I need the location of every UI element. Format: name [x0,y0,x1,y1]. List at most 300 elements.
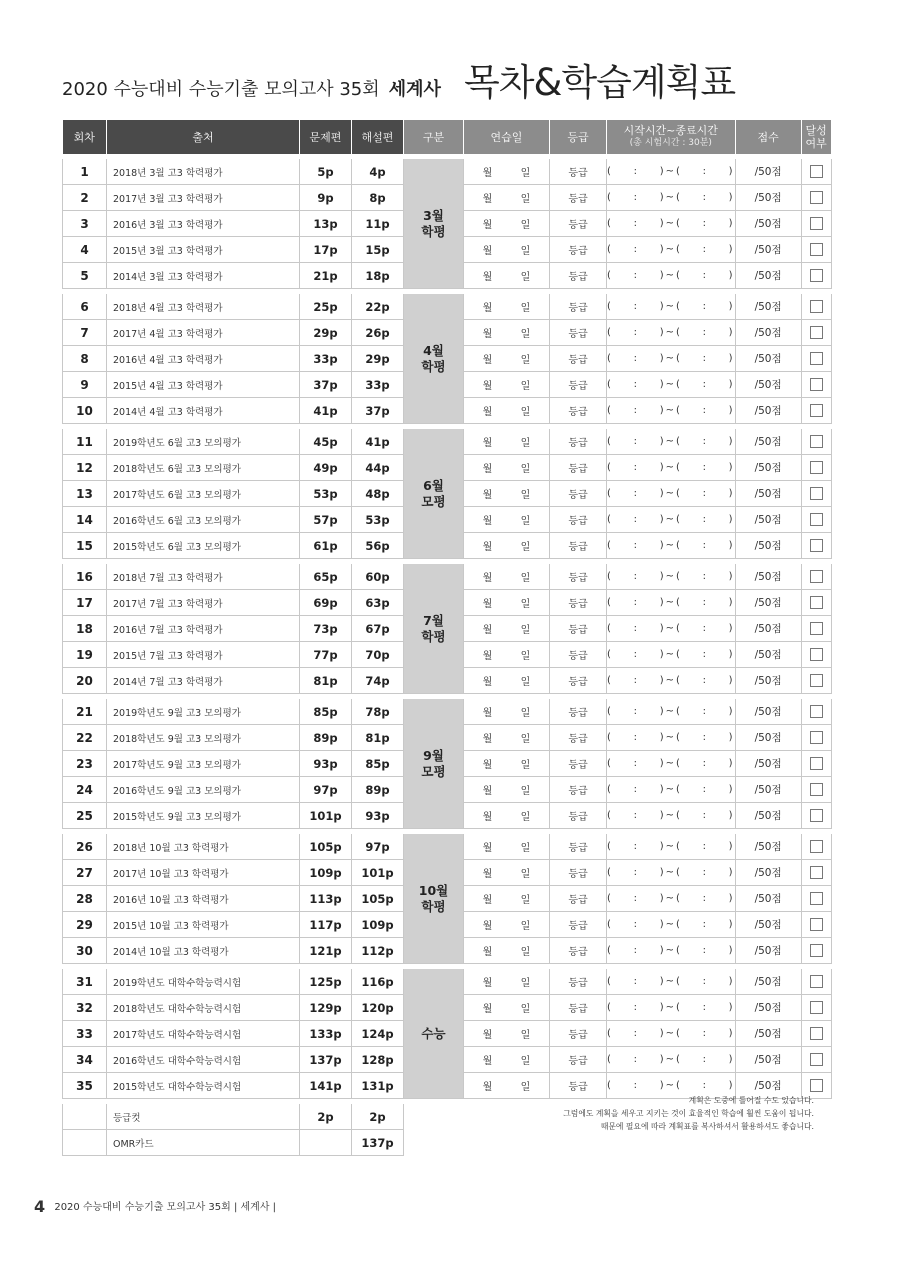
grade-field[interactable]: 등급 [550,590,607,616]
grade-field[interactable]: 등급 [550,969,607,995]
achieve-cell [801,834,831,860]
month-label: 월 [482,1004,493,1015]
table-row [63,834,832,860]
row-problem-page: 77p [300,642,352,668]
grade-field[interactable]: 등급 [550,533,607,559]
day-label: 일 [520,464,531,475]
row-no: 30 [63,938,107,964]
score-field[interactable]: /50점 [735,294,801,320]
row-no: 21 [63,699,107,725]
practice-date-field[interactable] [464,263,550,289]
row-problem-page: 61p [300,533,352,559]
table-row [63,294,832,320]
grade-field[interactable]: 등급 [550,912,607,938]
grade-field[interactable]: 등급 [550,803,607,829]
row-source: 2017년 10월 고3 학력평가 [107,860,300,886]
month-label: 월 [482,895,493,906]
row-source: 2017학년도 대학수학능력시험 [107,1021,300,1047]
grade-field[interactable]: 등급 [550,320,607,346]
time-field[interactable]: ( : )~( : ) [607,938,736,964]
time-field[interactable]: ( : )~( : ) [607,642,736,668]
achieve-checkbox[interactable] [810,243,823,256]
extra-answer-page: 137p [352,1130,404,1156]
achieve-cell [801,725,831,751]
score-field[interactable]: /50점 [735,938,801,964]
row-no: 13 [63,481,107,507]
achieve-cell [801,481,831,507]
practice-date-field[interactable] [464,725,550,751]
practice-date-field[interactable] [464,938,550,964]
practice-date-field[interactable] [464,642,550,668]
score-field[interactable]: /50점 [735,834,801,860]
achieve-checkbox[interactable] [810,326,823,339]
header-no: 회차 [63,120,107,154]
grade-field[interactable]: 등급 [550,777,607,803]
achieve-cell [801,455,831,481]
time-field[interactable]: ( : )~( : ) [607,211,736,237]
page-number: 4 [34,1197,46,1216]
achieve-checkbox[interactable] [810,165,823,178]
achieve-cell [801,372,831,398]
practice-date-field[interactable] [464,159,550,185]
row-source: 2017년 7월 고3 학력평가 [107,590,300,616]
row-problem-page: 97p [300,777,352,803]
row-problem-page: 69p [300,590,352,616]
row-source: 2018학년도 6월 고3 모의평가 [107,455,300,481]
grade-field[interactable]: 등급 [550,834,607,860]
day-label: 일 [520,220,531,231]
achieve-cell [801,860,831,886]
row-problem-page: 29p [300,320,352,346]
time-field[interactable]: ( : )~( : ) [607,886,736,912]
score-field[interactable]: /50점 [735,642,801,668]
practice-date-field[interactable] [464,777,550,803]
grade-field[interactable]: 등급 [550,642,607,668]
score-field[interactable]: /50점 [735,507,801,533]
row-problem-page: 45p [300,429,352,455]
practice-date-field[interactable] [464,751,550,777]
practice-date-field[interactable] [464,668,550,694]
day-label: 일 [520,329,531,340]
grade-field[interactable]: 등급 [550,938,607,964]
row-source: 2017년 4월 고3 학력평가 [107,320,300,346]
achieve-checkbox[interactable] [810,596,823,609]
title-main: 목차&학습계획표 [464,61,736,104]
achieve-checkbox[interactable] [810,648,823,661]
month-label: 월 [482,1030,493,1041]
achieve-checkbox[interactable] [810,300,823,313]
practice-date-field[interactable] [464,803,550,829]
day-label: 일 [520,978,531,989]
row-problem-page: 117p [300,912,352,938]
row-problem-page: 81p [300,668,352,694]
time-field[interactable]: ( : )~( : ) [607,372,736,398]
score-field[interactable]: /50점 [735,803,801,829]
achieve-checkbox[interactable] [810,269,823,282]
row-no: 4 [63,237,107,263]
month-label: 월 [482,625,493,636]
achieve-cell [801,886,831,912]
group-label: 3월 학평 [404,159,464,289]
time-field[interactable]: ( : )~( : ) [607,590,736,616]
time-field[interactable]: ( : )~( : ) [607,668,736,694]
time-field[interactable]: ( : )~( : ) [607,616,736,642]
grade-field[interactable]: 등급 [550,346,607,372]
practice-date-field[interactable] [464,372,550,398]
practice-date-field[interactable] [464,995,550,1021]
achieve-cell [801,429,831,455]
practice-date-field[interactable] [464,834,550,860]
row-problem-page: 137p [300,1047,352,1073]
achieve-checkbox[interactable] [810,435,823,448]
score-field[interactable]: /50점 [735,263,801,289]
row-answer-page: 101p [352,860,404,886]
row-problem-page: 41p [300,398,352,424]
achieve-cell [801,642,831,668]
extra-source: OMR카드 [107,1130,300,1156]
grade-field[interactable]: 등급 [550,1021,607,1047]
achieve-cell [801,564,831,590]
time-field[interactable]: ( : )~( : ) [607,699,736,725]
score-field[interactable]: /50점 [735,372,801,398]
achieve-cell [801,751,831,777]
row-problem-page: 9p [300,185,352,211]
achieve-cell [801,346,831,372]
practice-date-field[interactable] [464,1047,550,1073]
score-field[interactable]: /50점 [735,320,801,346]
grade-field[interactable]: 등급 [550,1047,607,1073]
row-no: 11 [63,429,107,455]
day-label: 일 [520,843,531,854]
score-field[interactable]: /50점 [735,159,801,185]
grade-field[interactable]: 등급 [550,751,607,777]
row-answer-page: 124p [352,1021,404,1047]
time-field[interactable]: ( : )~( : ) [607,507,736,533]
day-label: 일 [520,677,531,688]
score-field[interactable]: /50점 [735,969,801,995]
row-no: 14 [63,507,107,533]
row-source: 2016년 7월 고3 학력평가 [107,616,300,642]
row-no: 10 [63,398,107,424]
score-field[interactable]: /50점 [735,751,801,777]
achieve-cell [801,668,831,694]
grade-field[interactable]: 등급 [550,886,607,912]
score-field[interactable]: /50점 [735,481,801,507]
time-field[interactable]: ( : )~( : ) [607,159,736,185]
achieve-cell [801,777,831,803]
time-field[interactable]: ( : )~( : ) [607,969,736,995]
row-answer-page: 63p [352,590,404,616]
day-label: 일 [520,407,531,418]
practice-date-field[interactable] [464,1073,550,1099]
achieve-checkbox[interactable] [810,1053,823,1066]
day-label: 일 [520,895,531,906]
grade-field[interactable]: 등급 [550,263,607,289]
achieve-checkbox[interactable] [810,975,823,988]
row-answer-page: 33p [352,372,404,398]
day-label: 일 [520,573,531,584]
time-field[interactable]: ( : )~( : ) [607,725,736,751]
practice-date-field[interactable] [464,320,550,346]
achieve-checkbox[interactable] [810,1079,823,1092]
month-label: 월 [482,1082,493,1093]
score-field[interactable]: /50점 [735,668,801,694]
achieve-checkbox[interactable] [810,944,823,957]
achieve-checkbox[interactable] [810,674,823,687]
month-label: 월 [482,516,493,527]
practice-date-field[interactable] [464,912,550,938]
table-row [63,429,832,455]
month-label: 월 [482,542,493,553]
score-field[interactable]: /50점 [735,860,801,886]
practice-date-field[interactable] [464,590,550,616]
practice-date-field[interactable] [464,429,550,455]
achieve-checkbox[interactable] [810,757,823,770]
time-field[interactable]: ( : )~( : ) [607,294,736,320]
practice-date-field[interactable] [464,294,550,320]
practice-date-field[interactable] [464,616,550,642]
practice-date-field[interactable] [464,237,550,263]
time-field[interactable]: ( : )~( : ) [607,912,736,938]
row-no: 1 [63,159,107,185]
time-field[interactable]: ( : )~( : ) [607,1021,736,1047]
month-label: 월 [482,194,493,205]
practice-date-field[interactable] [464,455,550,481]
practice-date-field[interactable] [464,1021,550,1047]
day-label: 일 [520,599,531,610]
time-field[interactable]: ( : )~( : ) [607,237,736,263]
score-field[interactable]: /50점 [735,429,801,455]
grade-field[interactable]: 등급 [550,455,607,481]
row-answer-page: 128p [352,1047,404,1073]
practice-date-field[interactable] [464,481,550,507]
row-answer-page: 11p [352,211,404,237]
achieve-checkbox[interactable] [810,461,823,474]
score-field[interactable]: /50점 [735,590,801,616]
achieve-cell [801,263,831,289]
grade-field[interactable]: 등급 [550,211,607,237]
practice-date-field[interactable] [464,860,550,886]
time-field[interactable]: ( : )~( : ) [607,751,736,777]
achieve-cell [801,237,831,263]
grade-field[interactable]: 등급 [550,725,607,751]
achieve-checkbox[interactable] [810,487,823,500]
score-field[interactable]: /50점 [735,211,801,237]
row-answer-page: 116p [352,969,404,995]
score-field[interactable]: /50점 [735,995,801,1021]
score-field[interactable]: /50점 [735,185,801,211]
achieve-checkbox[interactable] [810,1027,823,1040]
grade-field[interactable]: 등급 [550,860,607,886]
achieve-checkbox[interactable] [810,783,823,796]
score-field[interactable]: /50점 [735,564,801,590]
day-label: 일 [520,516,531,527]
achieve-checkbox[interactable] [810,866,823,879]
row-no: 31 [63,969,107,995]
time-field[interactable]: ( : )~( : ) [607,346,736,372]
score-field[interactable]: /50점 [735,533,801,559]
grade-field[interactable]: 등급 [550,699,607,725]
row-problem-page: 73p [300,616,352,642]
time-field[interactable]: ( : )~( : ) [607,455,736,481]
grade-field[interactable]: 등급 [550,1073,607,1099]
row-answer-page: 67p [352,616,404,642]
practice-date-field[interactable] [464,185,550,211]
practice-date-field[interactable] [464,969,550,995]
achieve-checkbox[interactable] [810,539,823,552]
achieve-checkbox[interactable] [810,705,823,718]
time-field[interactable]: ( : )~( : ) [607,995,736,1021]
grade-field[interactable]: 등급 [550,372,607,398]
grade-field[interactable]: 등급 [550,185,607,211]
row-problem-page: 65p [300,564,352,590]
row-answer-page: 131p [352,1073,404,1099]
grade-field[interactable]: 등급 [550,564,607,590]
grade-field[interactable]: 등급 [550,398,607,424]
time-field[interactable]: ( : )~( : ) [607,320,736,346]
header-category: 구분 [404,120,464,154]
row-source: 2019학년도 대학수학능력시험 [107,969,300,995]
time-field[interactable]: ( : )~( : ) [607,564,736,590]
row-source: 2015학년도 6월 고3 모의평가 [107,533,300,559]
row-source: 2019학년도 6월 고3 모의평가 [107,429,300,455]
score-field[interactable]: /50점 [735,886,801,912]
achieve-checkbox[interactable] [810,217,823,230]
achieve-checkbox[interactable] [810,840,823,853]
practice-date-field[interactable] [464,886,550,912]
day-label: 일 [520,786,531,797]
practice-date-field[interactable] [464,564,550,590]
grade-field[interactable]: 등급 [550,995,607,1021]
score-field[interactable]: /50점 [735,616,801,642]
row-problem-page: 133p [300,1021,352,1047]
practice-date-field[interactable] [464,211,550,237]
score-field[interactable]: /50점 [735,1073,801,1099]
achieve-checkbox[interactable] [810,731,823,744]
achieve-cell [801,912,831,938]
achieve-cell [801,185,831,211]
grade-field[interactable]: 등급 [550,159,607,185]
achieve-checkbox[interactable] [810,570,823,583]
achieve-checkbox[interactable] [810,191,823,204]
row-problem-page: 85p [300,699,352,725]
grade-field[interactable]: 등급 [550,507,607,533]
row-answer-page: 105p [352,886,404,912]
score-field[interactable]: /50점 [735,699,801,725]
row-problem-page: 33p [300,346,352,372]
time-field[interactable]: ( : )~( : ) [607,429,736,455]
time-field[interactable]: ( : )~( : ) [607,533,736,559]
header-achieve-label: 달성 여부 [805,124,827,150]
time-field[interactable]: ( : )~( : ) [607,185,736,211]
time-field[interactable]: ( : )~( : ) [607,860,736,886]
row-problem-page: 17p [300,237,352,263]
achieve-checkbox[interactable] [810,622,823,635]
practice-date-field[interactable] [464,699,550,725]
grade-field[interactable]: 등급 [550,429,607,455]
time-field[interactable]: ( : )~( : ) [607,803,736,829]
grade-field[interactable]: 등급 [550,668,607,694]
time-field[interactable]: ( : )~( : ) [607,263,736,289]
practice-date-field[interactable] [464,533,550,559]
score-field[interactable]: /50점 [735,237,801,263]
row-source: 2018년 3월 고3 학력평가 [107,159,300,185]
extra-no [63,1130,107,1156]
group-label: 9월 모평 [404,699,464,829]
group-label: 6월 모평 [404,429,464,559]
month-label: 월 [482,978,493,989]
achieve-checkbox[interactable] [810,378,823,391]
time-field[interactable]: ( : )~( : ) [607,398,736,424]
row-source: 2014년 10월 고3 학력평가 [107,938,300,964]
achieve-checkbox[interactable] [810,1001,823,1014]
score-field[interactable]: /50점 [735,912,801,938]
time-field[interactable]: ( : )~( : ) [607,777,736,803]
day-label: 일 [520,869,531,880]
achieve-checkbox[interactable] [810,404,823,417]
month-label: 월 [482,438,493,449]
score-field[interactable]: /50점 [735,455,801,481]
practice-date-field[interactable] [464,346,550,372]
row-answer-page: 89p [352,777,404,803]
month-label: 월 [482,381,493,392]
grade-field[interactable]: 등급 [550,237,607,263]
practice-date-field[interactable] [464,398,550,424]
extra-row [63,1130,832,1156]
time-field[interactable]: ( : )~( : ) [607,481,736,507]
header-time-sub: (총 시험시간 : 30분) [629,138,712,148]
score-field[interactable]: /50점 [735,398,801,424]
score-field[interactable]: /50점 [735,777,801,803]
row-problem-page: 93p [300,751,352,777]
achieve-checkbox[interactable] [810,892,823,905]
achieve-checkbox[interactable] [810,513,823,526]
note-line: 그럼에도 계획을 세우고 지키는 것이 효율적인 학습에 훨씬 도움이 됩니다. [563,1109,814,1118]
practice-date-field[interactable] [464,507,550,533]
grade-field[interactable]: 등급 [550,481,607,507]
achieve-cell [801,590,831,616]
title-series: 2020 수능대비 수능기출 모의고사 35회 [62,79,380,100]
score-field[interactable]: /50점 [735,1047,801,1073]
score-field[interactable]: /50점 [735,725,801,751]
day-label: 일 [520,542,531,553]
row-source: 2017학년도 6월 고3 모의평가 [107,481,300,507]
header-time [607,120,736,154]
score-field[interactable]: /50점 [735,1021,801,1047]
time-field[interactable]: ( : )~( : ) [607,834,736,860]
table-row [63,159,832,185]
day-label: 일 [520,921,531,932]
row-no: 17 [63,590,107,616]
row-no: 23 [63,751,107,777]
time-field[interactable]: ( : )~( : ) [607,1047,736,1073]
row-source: 2015년 10월 고3 학력평가 [107,912,300,938]
month-label: 월 [482,843,493,854]
achieve-checkbox[interactable] [810,809,823,822]
day-label: 일 [520,355,531,366]
score-field[interactable]: /50점 [735,346,801,372]
day-label: 일 [520,734,531,745]
row-source: 2014년 7월 고3 학력평가 [107,668,300,694]
row-source: 2015학년도 대학수학능력시험 [107,1073,300,1099]
row-no: 9 [63,372,107,398]
time-field[interactable]: ( : )~( : ) [607,1073,736,1099]
achieve-checkbox[interactable] [810,352,823,365]
grade-field[interactable]: 등급 [550,294,607,320]
row-no: 8 [63,346,107,372]
achieve-checkbox[interactable] [810,918,823,931]
grade-field[interactable]: 등급 [550,616,607,642]
